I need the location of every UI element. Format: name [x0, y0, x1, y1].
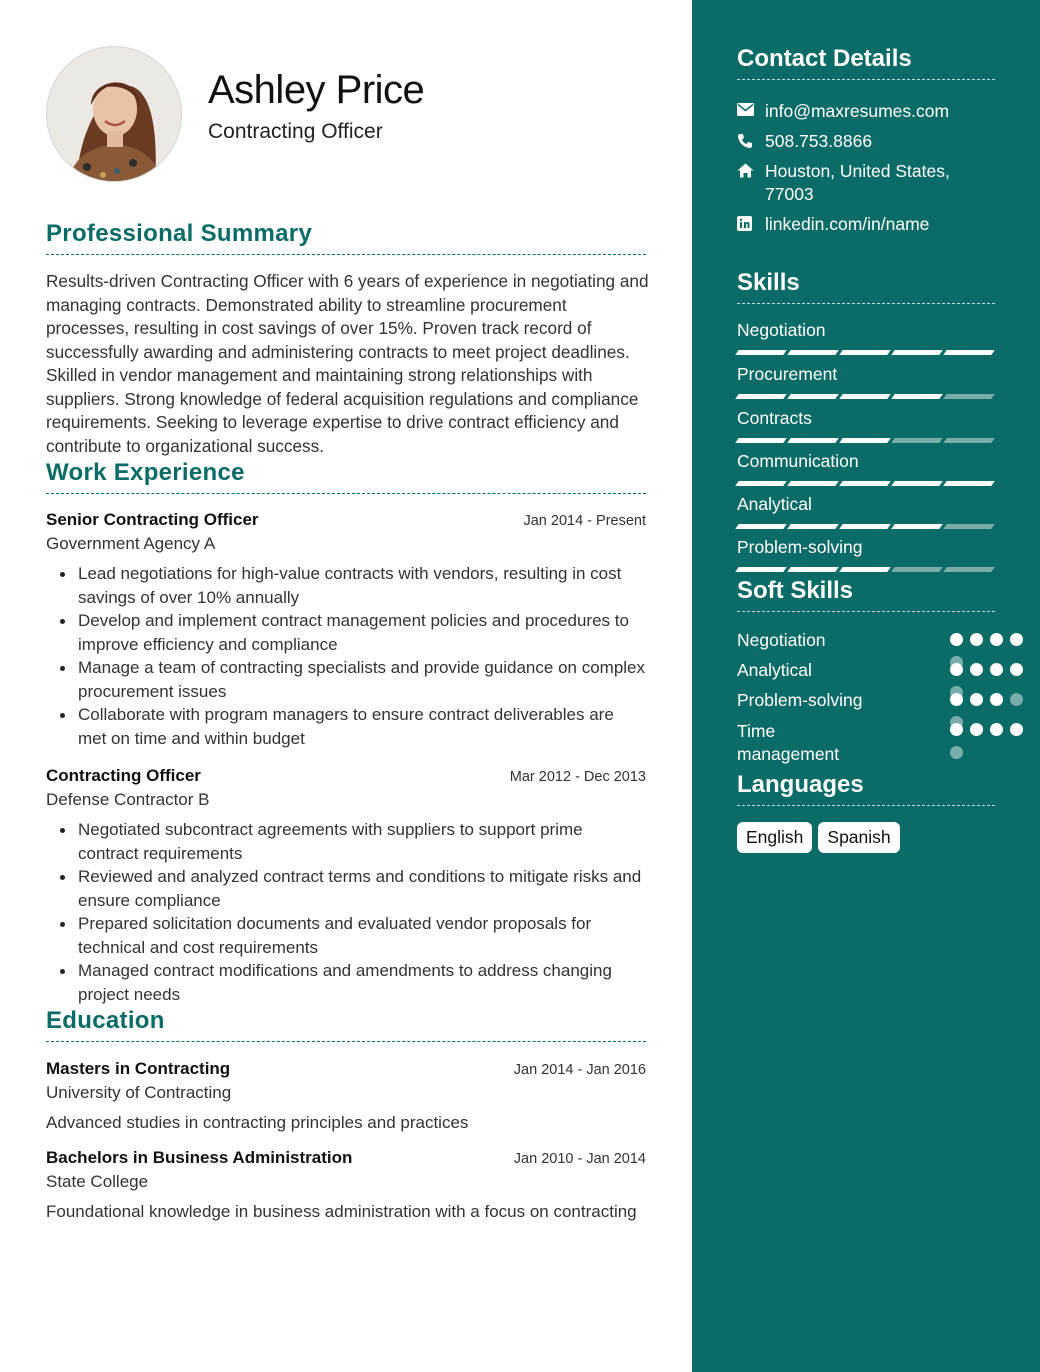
education-entry [46, 1059, 646, 1135]
skill-level-segment [787, 524, 839, 529]
soft-skills-heading: Soft Skills [737, 577, 995, 612]
skill-level-segment [839, 350, 891, 355]
job-bullet: Reviewed and analyzed contract terms and conditions to mitigate risks and ensure compliance [46, 865, 646, 912]
job-bullet: Managed contract modifications and amendments to address changing project needs [46, 959, 646, 1006]
education-description: Foundational knowledge in business administration with a focus on contracting [46, 1202, 637, 1221]
skill-level-segment [735, 567, 787, 572]
contact-address [737, 160, 995, 206]
degree-title: Masters in Contracting [46, 1059, 231, 1078]
summary-text: Results-driven Contracting Officer with 6 years of experience in negotiating and managing contracts. Demonstrated ability to streamline procurement processes, resulting in cost savings of over 15%. Proven track record of successfully awarding and administering contracts to meet project deadlines. Skilled in vendor management and maintaining strong relationships with suppliers. Strong knowledge of federal acquisition regulations and compliance requirements. Seeking to leverage expertise to drive contract efficiency and contribute to organizational success. [46, 271, 649, 456]
languages-heading: Languages [737, 771, 995, 806]
job-bullet: Develop and implement contract management policies and procedures to improve efficiency and compliance [46, 609, 646, 656]
skill-level-segment [943, 524, 995, 529]
skill-level-segment [787, 438, 839, 443]
skill-level-segment [891, 567, 943, 572]
skill-level-segment [891, 524, 943, 529]
rating-dot [1010, 723, 1023, 736]
rating-dot [970, 663, 983, 676]
skill-level-segment [735, 438, 787, 443]
skills-heading: Skills [737, 269, 995, 304]
skill-label: Contracts [737, 408, 812, 428]
skill-label: Procurement [737, 364, 838, 384]
contact-phone-text: 508.753.8866 [765, 131, 873, 151]
skill-row [737, 320, 995, 355]
soft-skill-row [737, 720, 995, 766]
skill-level-bar [737, 567, 995, 572]
skill-row [737, 451, 995, 486]
contact-address-text: Houston, United States, 77003 [765, 161, 950, 204]
rating-dot [970, 693, 983, 706]
skill-level-segment [735, 524, 787, 529]
skill-label: Problem-solving [737, 537, 863, 557]
skill-level-segment [891, 350, 943, 355]
education-date: Jan 2014 - Jan 2016 [513, 1062, 646, 1078]
skill-level-bar [737, 481, 995, 486]
skill-level-segment [839, 524, 891, 529]
rating-dot [950, 723, 963, 736]
job-bullet: Collaborate with program managers to ensure contract deliverables are met on time and within budget [46, 703, 646, 750]
job-date: Jan 2014 - Present [523, 513, 646, 529]
job-entry [46, 510, 646, 750]
job-bullets [46, 562, 646, 750]
rating-dot [950, 633, 963, 646]
job-entry [46, 766, 646, 1006]
skill-label: Analytical [737, 494, 812, 514]
contact-phone[interactable] [737, 130, 995, 153]
profile-photo [46, 46, 182, 182]
candidate-title: Contracting Officer [208, 120, 383, 143]
contact-linkedin-text: linkedin.com/in/name [765, 214, 930, 234]
linkedin-icon [737, 213, 765, 236]
skill-level-segment [943, 438, 995, 443]
home-icon [737, 160, 765, 206]
skill-level-segment [943, 394, 995, 399]
job-organization: Government Agency A [46, 534, 216, 553]
job-bullets [46, 818, 646, 1006]
school-name: State College [46, 1172, 149, 1191]
skill-row [737, 494, 995, 529]
contact-heading: Contact Details [737, 45, 995, 80]
job-title: Contracting Officer [46, 766, 201, 785]
phone-icon [737, 130, 765, 153]
soft-skill-label: Analytical [737, 660, 812, 680]
skill-level-segment [891, 438, 943, 443]
rating-dot [990, 723, 1003, 736]
rating-dot [950, 746, 963, 759]
rating-dot [950, 663, 963, 676]
rating-dot [970, 723, 983, 736]
languages-list [737, 822, 900, 853]
skill-row [737, 537, 995, 572]
rating-dot [1010, 663, 1023, 676]
job-bullet: Manage a team of contracting specialists and provide guidance on complex procurement issues [46, 656, 646, 703]
skill-level-bar [737, 394, 995, 399]
skill-level-bar [737, 438, 995, 443]
skill-level-segment [787, 394, 839, 399]
education-description: Advanced studies in contracting principles and practices [46, 1113, 469, 1132]
skill-label: Negotiation [737, 320, 826, 340]
skill-row [737, 408, 995, 443]
contact-linkedin[interactable] [737, 213, 995, 236]
skill-level-segment [891, 394, 943, 399]
summary-heading: Professional Summary [46, 220, 646, 255]
skill-level-segment [891, 481, 943, 486]
rating-dot [990, 633, 1003, 646]
degree-title: Bachelors in Business Administration [46, 1148, 353, 1167]
skill-level-segment [839, 481, 891, 486]
skill-label: Communication [737, 451, 859, 471]
experience-heading: Work Experience [46, 459, 646, 494]
rating-dot [1010, 693, 1023, 706]
job-bullet: Lead negotiations for high-value contracts with vendors, resulting in cost savings of over 10% annually [46, 562, 646, 609]
rating-dot [950, 693, 963, 706]
job-date: Mar 2012 - Dec 2013 [509, 769, 646, 785]
contact-email[interactable] [737, 100, 995, 123]
skill-level-segment [735, 350, 787, 355]
rating-dot [1010, 633, 1023, 646]
soft-skill-label: Time management [737, 721, 840, 764]
candidate-name: Ashley Price [208, 68, 425, 112]
rating-dot [970, 633, 983, 646]
rating-dot [990, 663, 1003, 676]
skill-level-bar [737, 350, 995, 355]
skill-level-segment [839, 438, 891, 443]
school-name: University of Contracting [46, 1083, 232, 1102]
skill-row [737, 364, 995, 399]
skill-level-segment [943, 350, 995, 355]
skill-level-segment [787, 567, 839, 572]
skill-level-bar [737, 524, 995, 529]
job-bullet: Prepared solicitation documents and evaluated vendor proposals for technical and cost requirements [46, 912, 646, 959]
skill-level-segment [943, 567, 995, 572]
skill-level-segment [839, 567, 891, 572]
education-date: Jan 2010 - Jan 2014 [513, 1151, 646, 1167]
soft-skill-label: Problem-solving [737, 690, 863, 710]
skill-level-segment [735, 481, 787, 486]
job-bullet: Negotiated subcontract agreements with suppliers to support prime contract requirements [46, 818, 646, 865]
language-tag: English [737, 822, 812, 853]
job-organization: Defense Contractor B [46, 790, 210, 809]
education-entry [46, 1148, 646, 1224]
skill-level-segment [839, 394, 891, 399]
skill-level-segment [787, 350, 839, 355]
profile-photo-image [47, 47, 182, 182]
soft-skill-label: Negotiation [737, 630, 826, 650]
soft-skill-row [737, 690, 995, 711]
rating-dot [990, 693, 1003, 706]
skill-level-segment [787, 481, 839, 486]
education-heading: Education [46, 1007, 646, 1042]
envelope-icon [737, 100, 765, 123]
skill-level-segment [943, 481, 995, 486]
sidebar [692, 0, 1040, 1372]
soft-skill-row [737, 660, 995, 681]
language-tag: Spanish [818, 822, 899, 853]
skill-level-segment [735, 394, 787, 399]
contact-email-text: info@maxresumes.com [765, 101, 950, 121]
soft-skill-row [737, 630, 995, 651]
job-title: Senior Contracting Officer [46, 510, 259, 529]
